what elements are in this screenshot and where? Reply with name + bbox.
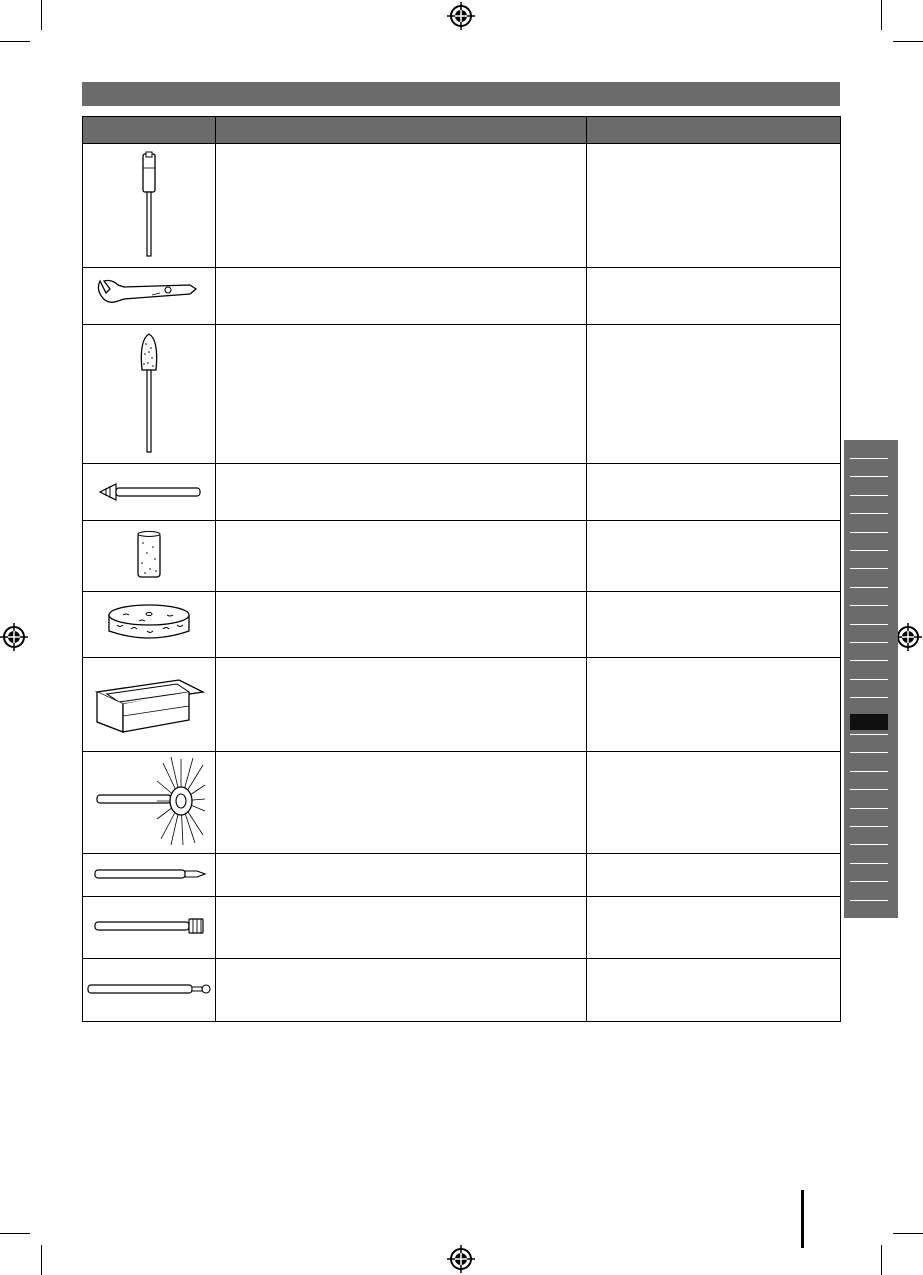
felt-polishing-wheel-icon xyxy=(101,599,197,647)
side-tab xyxy=(850,808,888,809)
image-cell xyxy=(83,325,216,464)
notes-cell xyxy=(587,325,841,464)
image-cell xyxy=(83,464,216,521)
registration-mark-icon xyxy=(0,623,28,651)
accessories-table xyxy=(82,116,841,1022)
table-row xyxy=(83,325,841,464)
table-row xyxy=(83,854,841,897)
storage-tray-icon xyxy=(93,670,205,736)
side-tab xyxy=(850,476,888,477)
side-tab xyxy=(850,495,888,496)
image-cell xyxy=(83,268,216,325)
side-tab xyxy=(850,918,888,919)
notes-cell xyxy=(587,592,841,658)
cone-mandrel-icon xyxy=(94,476,204,506)
side-tab-active xyxy=(850,714,888,730)
table-row xyxy=(83,658,841,752)
side-tab xyxy=(850,660,888,661)
description-cell xyxy=(216,752,587,854)
side-tab xyxy=(850,789,888,790)
header-description xyxy=(216,117,587,144)
registration-mark-icon xyxy=(894,623,922,651)
side-tab xyxy=(850,624,888,625)
wire-wheel-brush-icon xyxy=(91,755,207,847)
notes-cell xyxy=(587,144,841,268)
sanding-drum-mandrel-icon xyxy=(129,148,169,260)
side-tab xyxy=(850,734,888,735)
image-cell xyxy=(83,752,216,854)
registration-mark-icon xyxy=(447,2,475,30)
notes-cell xyxy=(587,959,841,1022)
image-cell xyxy=(83,854,216,897)
cylindrical-grinding-stone-icon xyxy=(129,527,169,583)
notes-cell xyxy=(587,464,841,521)
image-cell xyxy=(83,521,216,592)
header-image xyxy=(83,117,216,144)
language-side-tabs xyxy=(844,440,898,918)
crop-mark-bottom-left-h xyxy=(0,1233,30,1234)
side-tab xyxy=(850,900,888,901)
description-cell xyxy=(216,521,587,592)
table-header-row xyxy=(83,117,841,144)
image-cell xyxy=(83,897,216,959)
engraving-cutter-icon xyxy=(89,864,209,884)
header-notes xyxy=(587,117,841,144)
side-tab xyxy=(850,863,888,864)
crop-mark-bottom-right-v xyxy=(881,1245,882,1275)
notes-cell xyxy=(587,897,841,959)
crop-mark-bottom-right-h xyxy=(893,1233,923,1234)
high-speed-cutter-icon xyxy=(89,915,209,937)
table-row xyxy=(83,268,841,325)
notes-cell xyxy=(587,268,841,325)
crop-mark-top-right-h xyxy=(893,41,923,42)
side-tab xyxy=(850,642,888,643)
description-cell xyxy=(216,854,587,897)
ball-engraving-bit-icon xyxy=(84,979,214,999)
description-cell xyxy=(216,464,587,521)
crop-mark-top-left-v xyxy=(41,0,42,30)
table-row xyxy=(83,752,841,854)
side-tab xyxy=(850,458,888,459)
side-tab xyxy=(850,771,888,772)
side-tab xyxy=(850,881,888,882)
table-row xyxy=(83,521,841,592)
table-row xyxy=(83,464,841,521)
table-row xyxy=(83,897,841,959)
side-tab xyxy=(850,605,888,606)
table-row xyxy=(83,592,841,658)
side-tab xyxy=(850,568,888,569)
image-cell xyxy=(83,592,216,658)
description-cell xyxy=(216,325,587,464)
description-cell xyxy=(216,268,587,325)
conical-felt-polishing-tip-icon xyxy=(129,330,169,456)
crop-mark-top-left-h xyxy=(0,41,30,42)
side-tab xyxy=(850,697,888,698)
side-tab xyxy=(850,550,888,551)
description-cell xyxy=(216,959,587,1022)
registration-mark-icon xyxy=(447,1245,475,1273)
side-tab xyxy=(850,844,888,845)
side-tab xyxy=(850,826,888,827)
image-cell xyxy=(83,144,216,268)
notes-cell xyxy=(587,752,841,854)
side-tab xyxy=(850,587,888,588)
notes-cell xyxy=(587,854,841,897)
side-tab xyxy=(850,532,888,533)
notes-cell xyxy=(587,521,841,592)
table-row xyxy=(83,144,841,268)
crop-mark-top-right-v xyxy=(881,0,882,30)
side-tab xyxy=(850,752,888,753)
page-number-rule xyxy=(801,1190,804,1248)
description-cell xyxy=(216,592,587,658)
open-end-wrench-icon xyxy=(94,275,204,315)
table-row xyxy=(83,959,841,1022)
description-cell xyxy=(216,897,587,959)
crop-mark-bottom-left-v xyxy=(41,1245,42,1275)
side-tab xyxy=(850,513,888,514)
description-cell xyxy=(216,658,587,752)
description-cell xyxy=(216,144,587,268)
image-cell xyxy=(83,658,216,752)
section-title-bar xyxy=(82,82,840,106)
side-tab xyxy=(850,679,888,680)
notes-cell xyxy=(587,658,841,752)
image-cell xyxy=(83,959,216,1022)
